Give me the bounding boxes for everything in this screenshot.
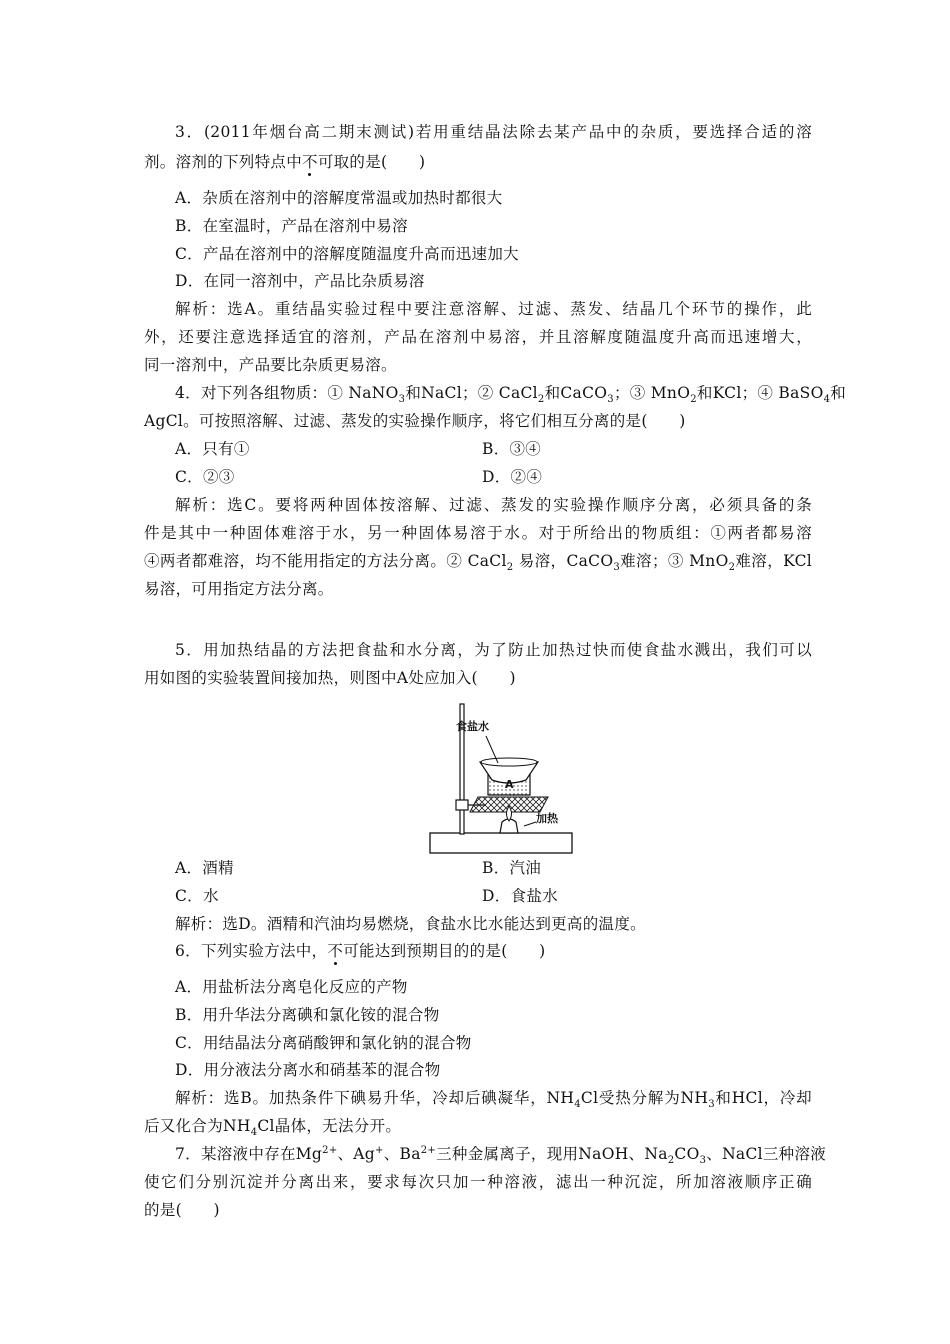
flame xyxy=(507,806,512,821)
q4-answer-line4: 易溶，可用指定方法分离。 xyxy=(144,580,334,598)
q6-stem: 6．下列实验方法中，不可能达到预期目的的是( ) xyxy=(175,942,546,960)
q3-answer-line2: 外，还要注意选择适宜的溶剂，产品在溶剂中易溶，并且溶解度随温度升高而迅速增大， xyxy=(144,328,812,346)
q7-stem-line1: 7．某溶液中存在$Mg^{2+}$、Ag+、$Ba^{2+}$三种金属离子，现用NaOH、$Na_2CO_3$、NaCl三种溶液 xyxy=(175,1144,827,1167)
q6-option-d: D．用分液法分离水和硝基苯的混合物 xyxy=(175,1061,441,1079)
emphasis-dot-text: 不 xyxy=(327,942,344,960)
q3-answer-line3: 同一溶剂中，产品要比杂质更易溶。 xyxy=(144,356,397,374)
q7-stem-line2: 使它们分别沉淀并分离出来，要求每次只加一种溶液，滤出一种沉淀，所加溶液顺序正确 xyxy=(144,1173,812,1191)
q6-answer-line1: 解析：选B。加热条件下碘易升华，冷却后碘凝华，$NH_4Cl$受热分解为$NH_3$和HCl，冷却 xyxy=(175,1089,812,1111)
emphasis-dot-text: 不 xyxy=(302,153,318,171)
q4-option-a: A．只有① xyxy=(175,440,250,458)
q5-option-d: D．食盐水 xyxy=(482,887,558,905)
q6-option-c: C．用结晶法分离硝酸钾和氯化钠的混合物 xyxy=(175,1034,472,1052)
apparatus-figure xyxy=(428,700,578,860)
q3-option-a: A．杂质在溶剂中的溶解度常温或加热时都很大 xyxy=(175,189,503,207)
q4-answer-line1: 解析：选C。要将两种固体按溶解、过滤、蒸发的实验操作顺序分离，必须具备的条 xyxy=(175,496,812,514)
q5-answer: 解析：选D。酒精和汽油均易燃烧，食盐水比水能达到更高的温度。 xyxy=(175,915,646,933)
label-heat: 加热 xyxy=(536,812,558,825)
q5-option-c: C．水 xyxy=(175,887,219,905)
q6-option-b: B．用升华法分离碘和氯化铵的混合物 xyxy=(175,1006,440,1024)
q4-answer-line2: 件是其中一种固体难溶于水，另一种固体易溶于水。对于所给出的物质组：①两者都易溶 xyxy=(144,524,812,542)
q5-stem-line2: 用如图的实验装置间接加热，则图中A处应加入( ) xyxy=(144,669,516,687)
q4-stem-line1: 4．对下列各组物质：① NaNO$_3$和NaCl；② CaCl$_2$和CaCO$_3$；③ MnO$_2$和KCl；④ BaSO$_4$和 xyxy=(175,384,847,406)
q3-answer-line1: 解析：选A。重结晶实验过程中要注意溶解、过滤、蒸发、结晶几个环节的操作，此 xyxy=(175,300,812,318)
q3-stem-line2: 剂。溶剂的下列特点中不可取的是( ) xyxy=(144,153,426,171)
q5-option-a: A．酒精 xyxy=(175,859,234,877)
q6-answer-line2: 后又化合为$NH_4Cl$晶体，无法分开。 xyxy=(144,1117,402,1139)
stand-base xyxy=(430,833,572,853)
q5-stem-line1: 5．用加热结晶的方法把食盐和水分离，为了防止加热过快而使食盐水溅出，我们可以 xyxy=(175,641,812,659)
q3-option-c: C．产品在溶剂中的溶解度随温度升高而迅速加大 xyxy=(175,245,519,263)
q4-stem-line2: AgCl。可按照溶解、过滤、蒸发的实验操作顺序，将它们相互分离的是( ) xyxy=(144,412,686,430)
q4-option-c: C．②③ xyxy=(175,468,235,486)
q4-option-d: D．②④ xyxy=(482,468,543,486)
label-a: A xyxy=(505,778,514,791)
q6-option-a: A．用盐析法分离皂化反应的产物 xyxy=(175,978,408,996)
clamp xyxy=(456,800,468,810)
q3-stem-line1: 3．(2011年烟台高二期末测试)若用重结晶法除去某产品中的杂质，要选择合适的溶 xyxy=(175,123,812,141)
q3-option-d: D．在同一溶剂中，产品比杂质易溶 xyxy=(175,272,425,290)
q4-answer-line3: ④两者都难溶，均不能用指定的方法分离。② CaCl$_2$ 易溶，CaCO$_3$难溶；③ MnO$_2$难溶，KCl xyxy=(144,552,812,574)
label-salt-water: 食盐水 xyxy=(456,720,489,733)
q7-stem-line3: 的是( ) xyxy=(144,1201,220,1219)
q4-option-b: B．③④ xyxy=(482,440,542,458)
q5-option-b: B．汽油 xyxy=(482,859,542,877)
q3-option-b: B．在室温时，产品在溶剂中易溶 xyxy=(175,217,408,235)
